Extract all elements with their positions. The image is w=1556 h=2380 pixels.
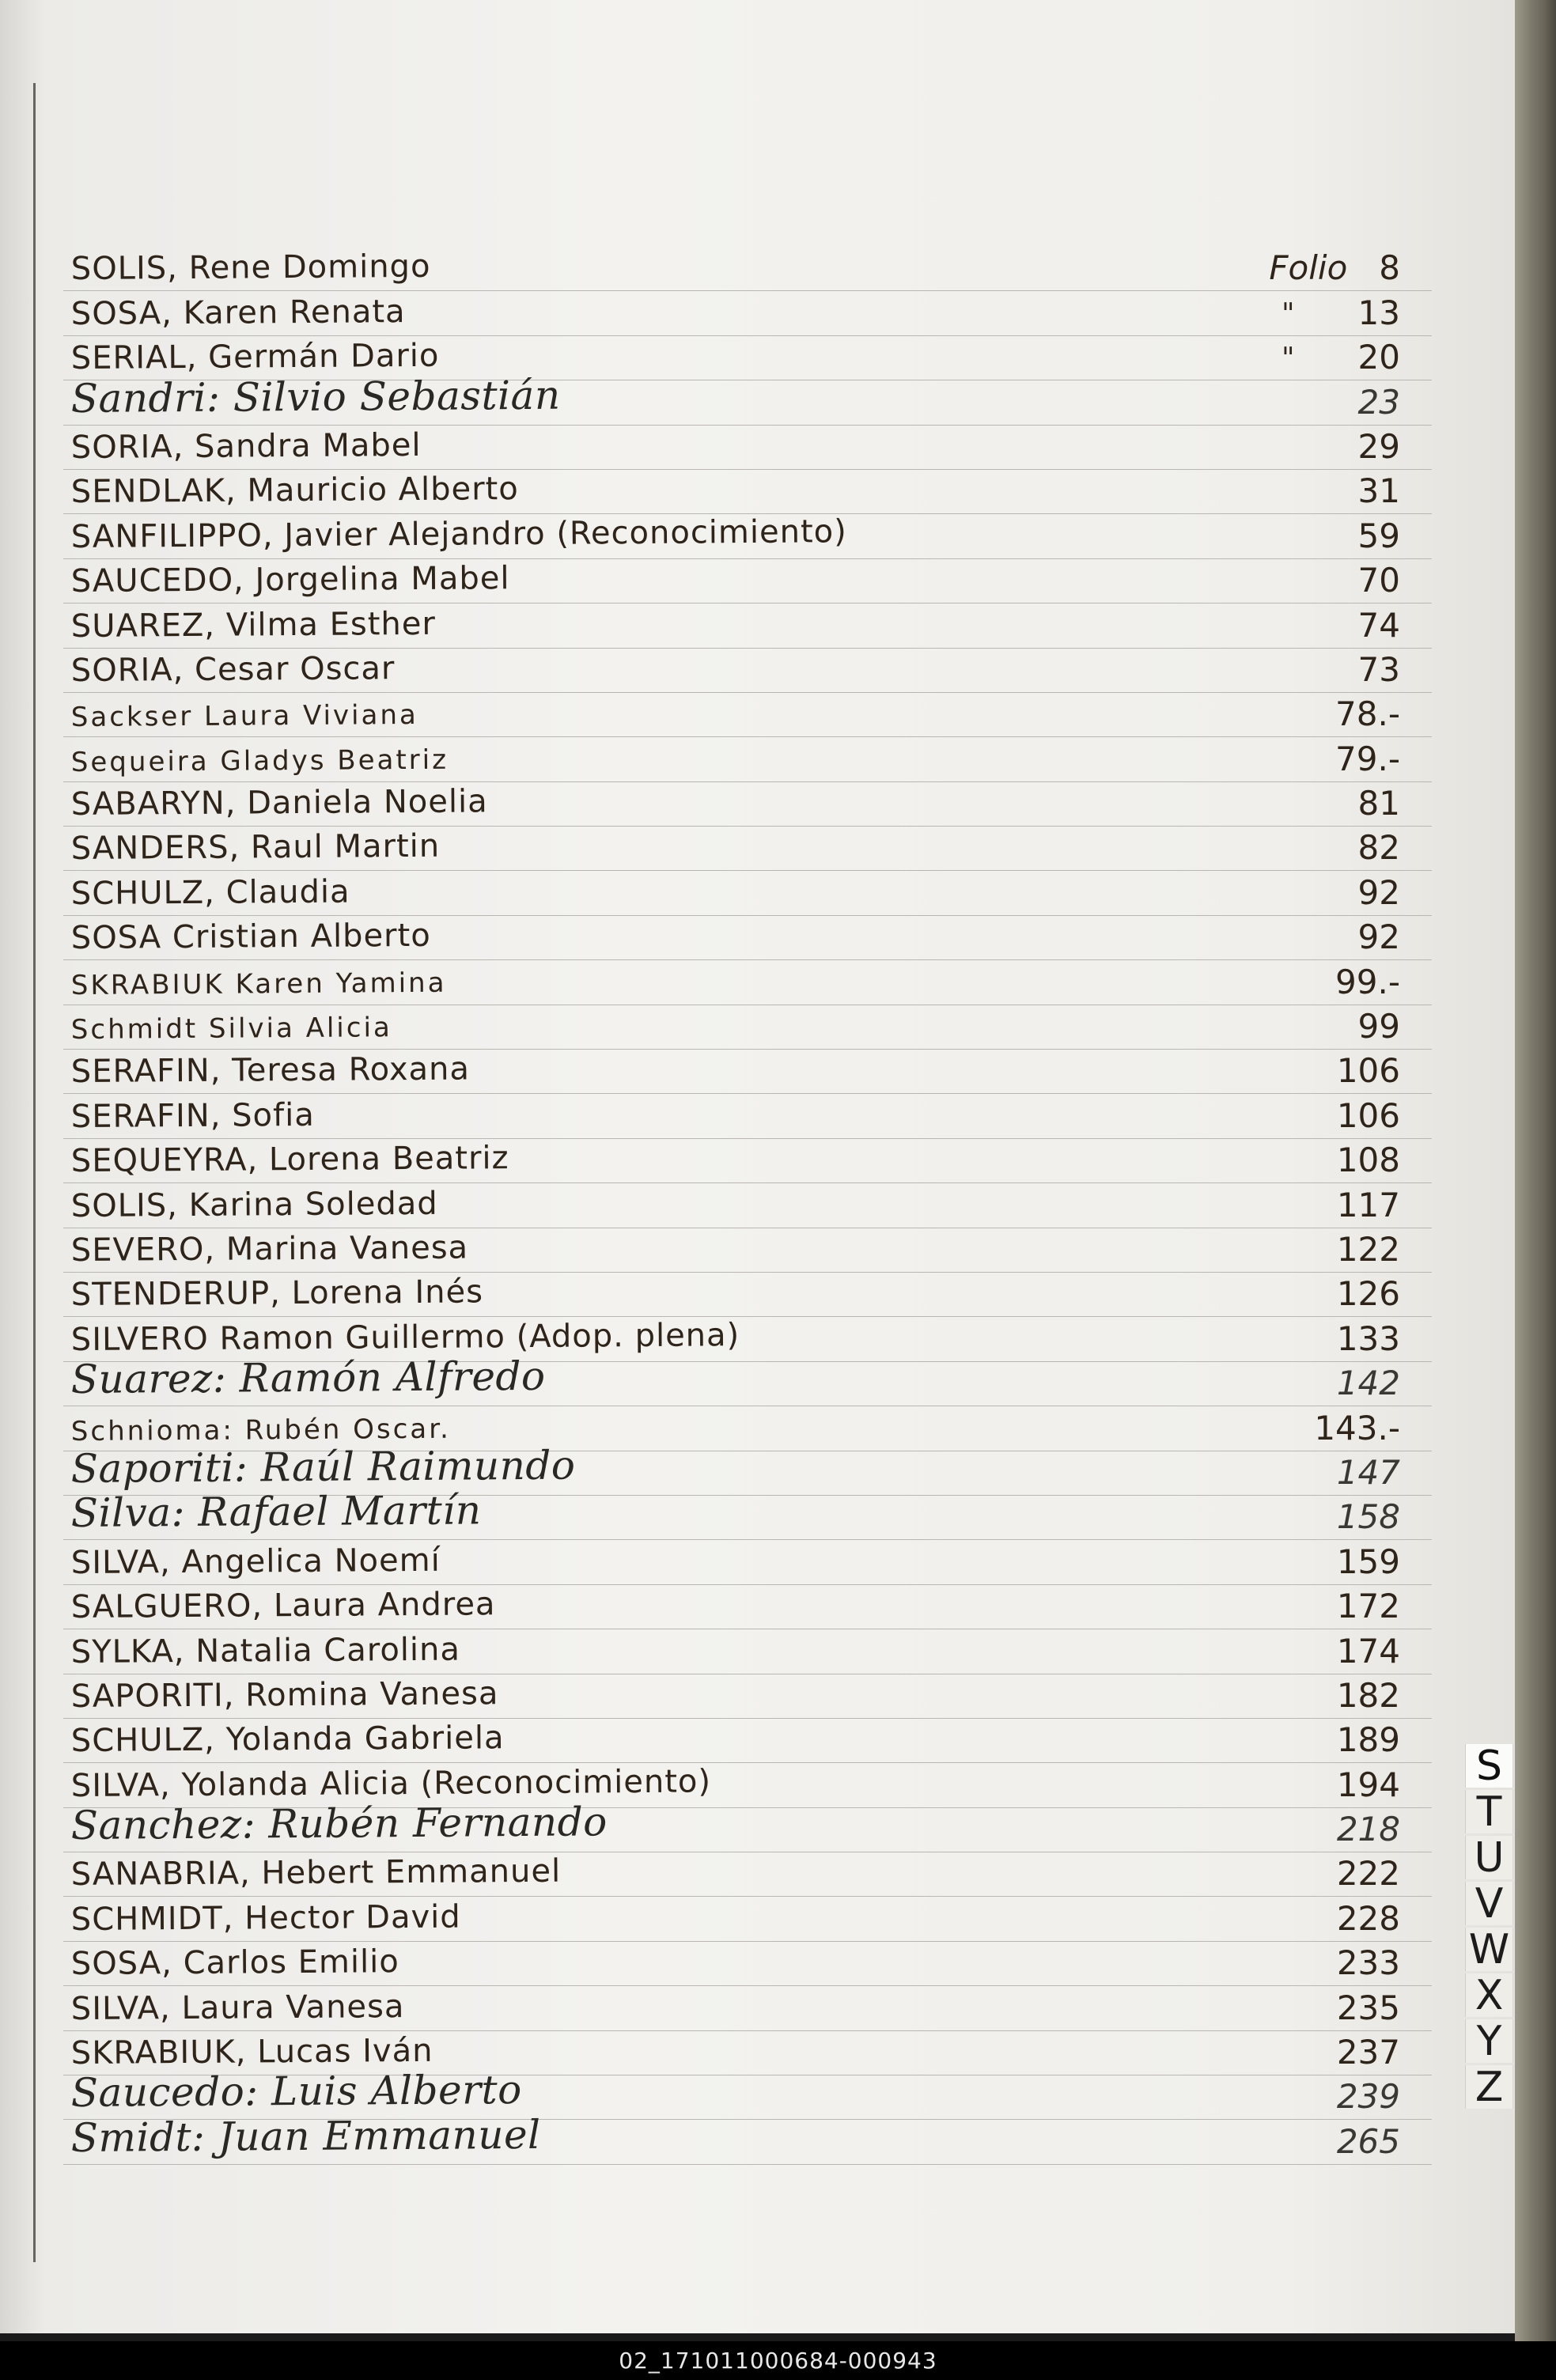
folio-value: 106	[1336, 1051, 1400, 1091]
index-tab-z[interactable]: Z	[1465, 2065, 1512, 2109]
ledger-row	[63, 1139, 1432, 1183]
folio-number	[1337, 1943, 1400, 1982]
folio-number	[1358, 1007, 1400, 1046]
ledger-row	[63, 426, 1432, 470]
entry-name: Smidt: Juan Emmanuel	[70, 2111, 541, 2161]
ledger-row	[63, 1799, 1432, 1852]
entry-name: SALGUERO, Laura Andrea	[70, 1586, 496, 1626]
entry-name: SILVA, Laura Vanesa	[70, 1988, 405, 2027]
folio-value: 20	[1357, 338, 1400, 377]
folio-value: 158	[1336, 1497, 1400, 1537]
entry-name: SANDERS, Raul Martin	[70, 828, 441, 868]
folio-value: 159	[1336, 1542, 1400, 1581]
folio-value: 174	[1336, 1631, 1400, 1671]
ledger-row	[63, 693, 1432, 737]
folio-number	[1358, 471, 1400, 510]
folio-number	[1337, 2033, 1400, 2072]
entry-name: Schmidt Silvia Alicia	[70, 1012, 392, 1046]
ledger-row	[63, 960, 1432, 1005]
folio-number	[1337, 1854, 1400, 1893]
folio-value: 237	[1336, 2033, 1400, 2072]
ledger-row	[63, 1273, 1432, 1317]
entry-name: SOSA Cristian Alberto	[70, 918, 431, 957]
folio-number	[1358, 338, 1400, 376]
index-tab-x[interactable]: X	[1465, 1973, 1512, 2017]
ledger-row	[63, 291, 1432, 335]
folio-number	[1337, 2122, 1400, 2161]
folio-value: 78.-	[1335, 694, 1400, 734]
folio-value: 122	[1336, 1229, 1400, 1269]
index-tab-t[interactable]: T	[1465, 1790, 1512, 1833]
folio-value: 31	[1357, 471, 1400, 511]
folio-number	[1337, 1765, 1400, 1804]
ledger-row	[63, 470, 1432, 514]
entry-name: SOSA, Carlos Emilio	[70, 1943, 399, 1983]
entry-name: SERAFIN, Sofia	[70, 1096, 315, 1135]
folio-number	[1335, 740, 1400, 778]
folio-value: 172	[1336, 1587, 1400, 1626]
folio-value: 73	[1357, 649, 1400, 689]
ledger-row	[63, 827, 1432, 871]
entry-name: SOSA, Karen Renata	[70, 293, 406, 332]
folio-number	[1358, 918, 1400, 956]
entry-name: Saporiti: Raúl Raimundo	[70, 1442, 576, 1492]
alphabet-index-tabs	[1465, 1744, 1512, 2111]
folio-value: 79.-	[1335, 739, 1400, 778]
folio-value: 126	[1336, 1274, 1400, 1314]
entry-name: Sanchez: Rubén Fernando	[70, 1799, 608, 1849]
entry-name: SABARYN, Daniela Noelia	[70, 783, 488, 823]
index-tab-v[interactable]: V	[1465, 1882, 1512, 1925]
ledger-row	[63, 2111, 1432, 2164]
ledger-row	[63, 916, 1432, 960]
folio-number	[1337, 1720, 1400, 1759]
folio-number	[1337, 1141, 1400, 1179]
ledger-row	[63, 1852, 1432, 1897]
entry-name: SILVERO Ramon Guillermo (Adop. plena)	[70, 1316, 740, 1358]
folio-number	[1358, 606, 1400, 645]
folio-value: 99.-	[1335, 962, 1400, 1001]
ledger-row	[63, 1487, 1432, 1540]
folio-value: 228	[1336, 1898, 1400, 1938]
folio-number	[1337, 1988, 1400, 2027]
ditto-mark: "	[1282, 297, 1295, 331]
folio-value: 147	[1336, 1452, 1400, 1492]
folio-number	[1358, 873, 1400, 912]
folio-number	[1358, 383, 1400, 422]
entry-name: Sequeira Gladys Beatriz	[70, 744, 449, 778]
entry-name: SCHULZ, Claudia	[70, 873, 350, 912]
ditto-mark: "	[1282, 342, 1295, 376]
entry-name: Schnioma: Rubén Oscar.	[70, 1413, 452, 1447]
folio-value: 182	[1336, 1675, 1400, 1715]
entry-name: SENDLAK, Mauricio Alberto	[70, 471, 519, 511]
folio-number	[1337, 1051, 1400, 1090]
folio-number	[1337, 1453, 1400, 1492]
folio-value: 8	[1379, 248, 1400, 288]
entry-name: Sandri: Silvio Sebastián	[70, 372, 561, 422]
image-id-caption: 02_171011000684-000943	[0, 2341, 1556, 2380]
ledger-row	[63, 1585, 1432, 1629]
folio-number	[1358, 427, 1400, 466]
entry-name: Saucedo: Luis Alberto	[70, 2067, 522, 2117]
index-tab-y[interactable]: Y	[1465, 2019, 1512, 2063]
folio-number	[1337, 1230, 1400, 1269]
ledger-row	[63, 604, 1432, 648]
folio-number	[1269, 248, 1400, 287]
folio-value: 81	[1357, 784, 1400, 823]
folio-number	[1337, 1899, 1400, 1938]
folio-number	[1314, 1409, 1400, 1447]
folio-number	[1337, 1676, 1400, 1715]
folio-value: 74	[1357, 605, 1400, 645]
entry-name: Suarez: Ramón Alfredo	[70, 1353, 546, 1403]
ledger-row	[63, 1897, 1432, 1941]
ledger-row	[63, 1719, 1432, 1763]
folio-value: 142	[1336, 1364, 1400, 1403]
ledger-row	[63, 1228, 1432, 1273]
folio-number	[1337, 1364, 1400, 1402]
folio-value: 108	[1336, 1141, 1400, 1180]
folio-number	[1337, 1096, 1400, 1135]
folio-value: 92	[1357, 872, 1400, 912]
entry-name: SUAREZ, Vilma Esther	[70, 605, 437, 645]
folio-value: 239	[1336, 2077, 1400, 2117]
folio-value: 99	[1357, 1007, 1400, 1046]
entry-name: SEVERO, Marina Vanesa	[70, 1229, 469, 1269]
folio-number	[1358, 561, 1400, 600]
folio-value: 117	[1336, 1185, 1400, 1224]
folio-number	[1358, 293, 1400, 332]
folio-value: 106	[1336, 1095, 1400, 1135]
index-tab-u[interactable]: U	[1465, 1836, 1512, 1879]
entry-name: SOLIS, Rene Domingo	[70, 248, 431, 288]
folio-value: 59	[1357, 516, 1400, 555]
folio-number	[1337, 1587, 1400, 1625]
folio-value: 233	[1336, 1943, 1400, 1983]
ledger-row	[63, 782, 1432, 827]
entry-name: SKRABIUK, Lucas Iván	[70, 2032, 433, 2072]
folio-number	[1337, 1810, 1400, 1848]
folio-value: 235	[1336, 1988, 1400, 2027]
entry-name: SILVA, Angelica Noemí	[70, 1542, 441, 1581]
ledger-row	[63, 1674, 1432, 1719]
ledger-row	[63, 871, 1432, 915]
folio-number	[1337, 1542, 1400, 1581]
ledger-row	[63, 649, 1432, 693]
entry-name: SERIAL, Germán Dario	[70, 337, 440, 377]
folio-number	[1358, 650, 1400, 689]
folio-value: 13	[1357, 293, 1400, 332]
entry-name: SANABRIA, Hebert Emmanuel	[70, 1853, 562, 1894]
ledger-row	[63, 737, 1432, 781]
folio-value: 143.-	[1314, 1408, 1400, 1447]
folio-number	[1358, 784, 1400, 823]
entry-name: STENDERUP, Lorena Inés	[70, 1273, 484, 1314]
folio-value: 133	[1336, 1319, 1400, 1358]
folio-value: 194	[1336, 1765, 1400, 1804]
entry-name: SANFILIPPO, Javier Alejandro (Reconocimiento)	[70, 513, 847, 555]
folio-number	[1337, 1497, 1400, 1536]
folio-number	[1337, 1274, 1400, 1313]
ledger-row	[63, 1183, 1432, 1228]
book-spine	[1515, 0, 1556, 2341]
entry-name: SERAFIN, Teresa Roxana	[70, 1050, 471, 1091]
entry-name: SAPORITI, Romina Vanesa	[70, 1675, 499, 1715]
folio-value: 222	[1336, 1854, 1400, 1894]
folio-number	[1358, 516, 1400, 555]
ledger-row	[63, 1353, 1432, 1406]
folio-label: Folio	[1269, 248, 1348, 288]
entry-name: SKRABIUK Karen Yamina	[70, 967, 447, 1001]
entry-name: SORIA, Sandra Mabel	[70, 426, 422, 466]
entry-name: SYLKA, Natalia Carolina	[70, 1631, 461, 1671]
folio-value: 189	[1336, 1720, 1400, 1760]
entry-name: SEQUEYRA, Lorena Beatriz	[70, 1140, 509, 1180]
index-tab-w[interactable]: W	[1465, 1928, 1512, 1971]
folio-value: 218	[1336, 1810, 1400, 1849]
entry-name: SILVA, Yolanda Alicia (Reconocimiento)	[70, 1763, 712, 1804]
entry-name: SCHULZ, Yolanda Gabriela	[70, 1720, 505, 1760]
ledger-row	[63, 514, 1432, 558]
folio-number	[1358, 828, 1400, 867]
folio-value: 70	[1357, 561, 1400, 600]
ledger-row	[63, 1540, 1432, 1584]
folio-number	[1337, 2077, 1400, 2116]
ledger-row	[63, 1986, 1432, 2030]
ledger-entry-list	[63, 247, 1432, 2165]
folio-value: 29	[1357, 426, 1400, 466]
entry-name: SOLIS, Karina Soledad	[70, 1185, 438, 1224]
ledger-row	[63, 247, 1432, 291]
index-tab-s[interactable]: S	[1465, 1744, 1512, 1788]
folio-value: 23	[1357, 382, 1400, 422]
folio-value: 265	[1336, 2121, 1400, 2161]
folio-number	[1337, 1186, 1400, 1224]
folio-number	[1337, 1319, 1400, 1358]
ledger-row	[63, 1005, 1432, 1050]
folio-value: 92	[1357, 918, 1400, 957]
folio-number	[1337, 1632, 1400, 1671]
margin-rule	[33, 83, 36, 2262]
ledger-row	[63, 372, 1432, 425]
entry-name: Sackser Laura Viviana	[70, 699, 418, 734]
folio-number	[1335, 963, 1400, 1001]
entry-name: SCHMIDT, Hector David	[70, 1898, 461, 1938]
entry-name: SORIA, Cesar Oscar	[70, 650, 396, 689]
entry-name: Silva: Rafael Martín	[70, 1487, 482, 1537]
folio-value: 82	[1357, 828, 1400, 868]
entry-name: SAUCEDO, Jorgelina Mabel	[70, 560, 510, 600]
folio-number	[1335, 694, 1400, 733]
ledger-row	[63, 1050, 1432, 1094]
ledger-row	[63, 1942, 1432, 1986]
ledger-row	[63, 1094, 1432, 1138]
ledger-row	[63, 1629, 1432, 1674]
ledger-row	[63, 559, 1432, 604]
